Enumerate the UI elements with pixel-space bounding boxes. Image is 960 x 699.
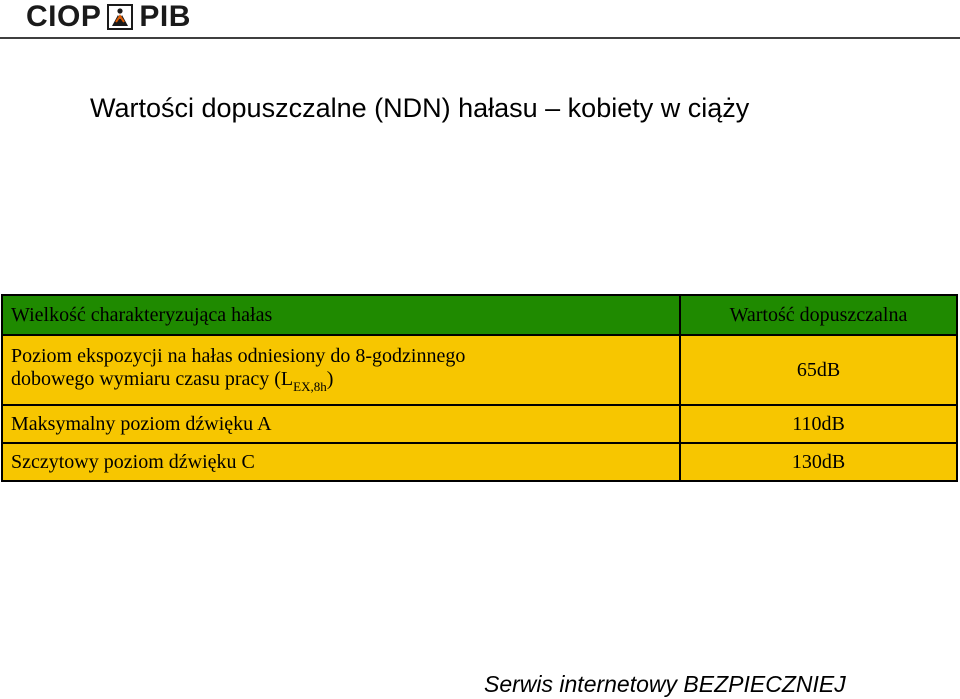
row-label-end: ) — [326, 368, 334, 390]
ciop-pib-logo — [26, 2, 191, 32]
row-value-exposure: 65dB — [680, 335, 957, 405]
header-cell-quantity: Wielkość charakteryzująca hałas — [2, 295, 680, 335]
table-row — [2, 443, 957, 481]
table-row — [2, 405, 957, 443]
row-value-peak-c: 130dB — [680, 443, 957, 481]
table-header-row — [2, 295, 957, 335]
logo-left-text: CIOP — [26, 0, 102, 33]
noise-limits-table — [1, 294, 958, 482]
row-label-subscript: EX,8h — [293, 379, 327, 394]
header-divider — [0, 37, 960, 39]
footer-caption: Serwis internetowy BEZPIECZNIEJ — [484, 671, 846, 697]
row-label-max-a: Maksymalny poziom dźwięku A — [2, 405, 680, 443]
row-label-line1: Poziom ekspozycji na hałas odniesiony do 8-godzinnego — [11, 345, 466, 367]
row-label-line2: dobowego wymiaru czasu pracy (L — [11, 368, 294, 390]
row-label-peak-c: Szczytowy poziom dźwięku C — [2, 443, 680, 481]
table-row — [2, 335, 957, 405]
ciop-emblem-icon — [107, 4, 133, 30]
header-cell-limit: Wartość dopuszczalna — [680, 295, 957, 335]
row-label-exposure — [2, 335, 680, 405]
slide-title: Wartości dopuszczalne (NDN) hałasu – kobiety w ciąży — [90, 93, 750, 123]
row-value-max-a: 110dB — [680, 405, 957, 443]
logo-right-text: PIB — [139, 0, 191, 33]
